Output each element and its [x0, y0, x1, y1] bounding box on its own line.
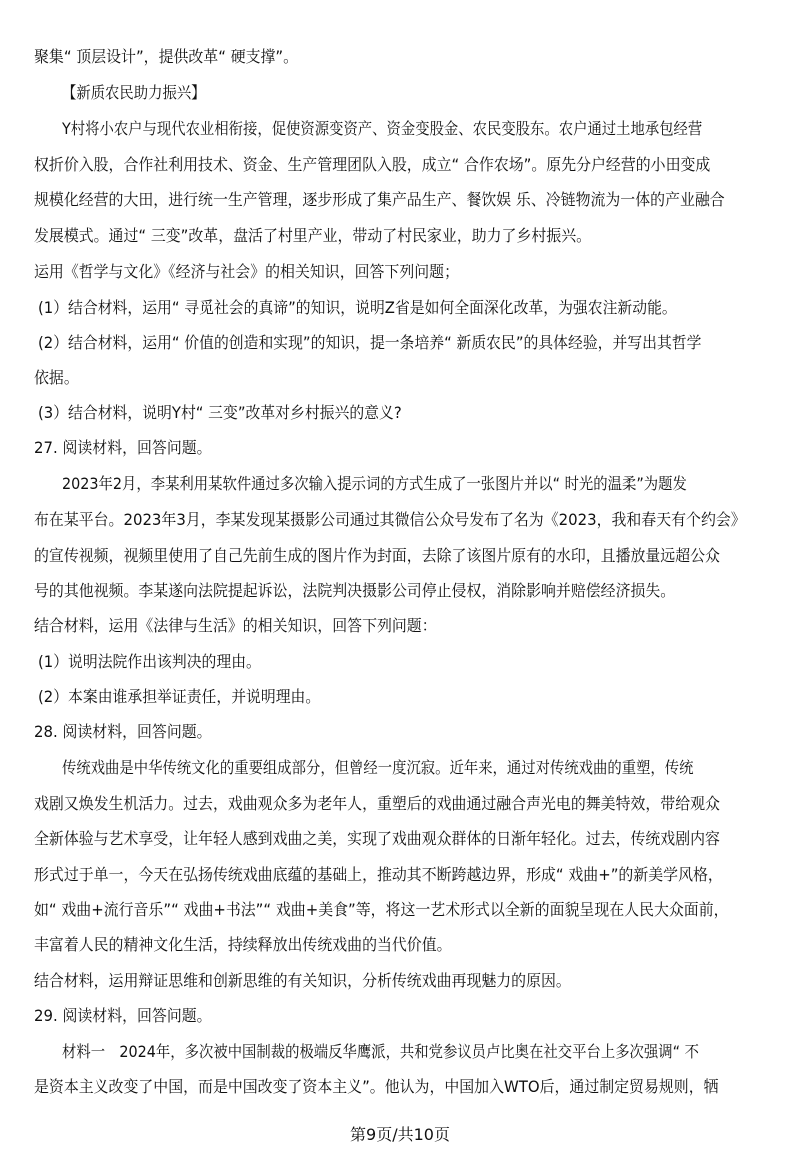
sub-question: (1）说明法院作出该判决的理由。 [38, 652, 261, 671]
text-line: 戏剧又焕发生机活力。过去，戏曲观众多为老年人，重塑后的戏曲通过融合声光电的舞美特效，带给观众 [34, 794, 720, 813]
text-line: 规模化经营的大田，进行统一生产管理，逐步形成了集产品生产、餐饮娱 乐、冷链物流为一体的产业融合 [34, 190, 725, 209]
text-line: 传统戏曲是中华传统文化的重要组成部分，但曾经一度沉寂。近年来，通过对传统戏曲的重塑，传统 [62, 758, 694, 777]
text-line: 丰富着人民的精神文化生活，持续释放出传统戏曲的当代价值。 [34, 935, 452, 954]
text-line: 是资本主义改变了中国，而是中国改变了资本主义”。他认为，中国加入WTO后，通过制定贸易规则，牺 [34, 1077, 719, 1096]
sub-question: (2）结合材料，运用“ 价值的创造和实现”的知识，提一条培养“ 新质农民”的具体经验，并写出其哲学 [38, 333, 702, 352]
sub-question: (2）本案由谁承担举证责任，并说明理由。 [38, 687, 321, 706]
question-heading: 29. 阅读材料，回答问题。 [34, 1006, 212, 1025]
sub-question: (1）结合材料，运用“ 寻觅社会的真谛”的知识，说明Z省是如何全面深化改革，为强农注新动能。 [38, 298, 677, 317]
text-line: 全新体验与艺术享受，让年轻人感到戏曲之美，实现了戏曲观众群体的日渐年轻化。过去，传统戏剧内容 [34, 829, 720, 848]
question-heading: 28. 阅读材料，回答问题。 [34, 722, 212, 741]
text-line: 依据。 [34, 368, 79, 387]
question-prompt: 运用《哲学与文化》《经济与社会》的相关知识，回答下列问题； [34, 262, 460, 281]
text-line: 聚集“ 顶层设计”，提供改革“ 硬支撑”。 [34, 47, 299, 66]
question-prompt: 结合材料，运用辩证思维和创新思维的有关知识，分析传统戏曲再现魅力的原因。 [34, 971, 571, 990]
text-line: 2023年2月，李某利用某软件通过多次输入提示词的方式生成了一张图片并以“ 时光的温柔”为题发 [62, 474, 687, 493]
section-heading: 【新质农民助力振兴】 [62, 83, 206, 102]
text-line: 材料一 2024年，多次被中国制裁的极端反华鹰派，共和党参议员卢比奥在社交平台上多次强调“ 不 [62, 1042, 699, 1061]
page-number: 第9页/共10页 [350, 1125, 450, 1144]
text-line: 形式过于单一，今天在弘扬传统戏曲底蕴的基础上，推动其不断跨越边界，形成“ 戏曲+”的新美学风格， [34, 865, 723, 884]
text-line: Y村将小农户与现代农业相衔接，促使资源变资产、资金变股金、农民变股东。农户通过土地承包经营 [62, 119, 703, 138]
question-prompt: 结合材料，运用《法律与生活》的相关知识，回答下列问题： [34, 616, 437, 635]
sub-question: (3）结合材料，说明Y村“ 三变”改革对乡村振兴的意义? [38, 403, 402, 422]
text-line: 的宣传视频，视频里使用了自己先前生成的图片作为封面，去除了该图片原有的水印，且播放量远超公众 [34, 546, 720, 565]
text-line: 布在某平台。2023年3月，李某发现某摄影公司通过其微信公众号发布了名为《2023，我和春天有个约会》 [34, 510, 746, 529]
text-line: 权折价入股，合作社利用技术、资金、生产管理团队入股，成立“ 合作农场”。原先分户经营的小田变成 [34, 155, 711, 174]
question-heading: 27. 阅读材料，回答问题。 [34, 438, 212, 457]
text-line: 号的其他视频。李某遂向法院提起诉讼，法院判决摄影公司停止侵权，消除影响并赔偿经济损失。 [34, 581, 676, 600]
text-line: 如“ 戏曲+流行音乐”“ 戏曲+书法”“ 戏曲+美食”等，将这一艺术形式以全新的面貌呈现在人民大众面前， [34, 900, 729, 919]
text-line: 发展模式。通过“ 三变”改革，盘活了村里产业，带动了村民家业，助力了乡村振兴。 [34, 226, 592, 245]
